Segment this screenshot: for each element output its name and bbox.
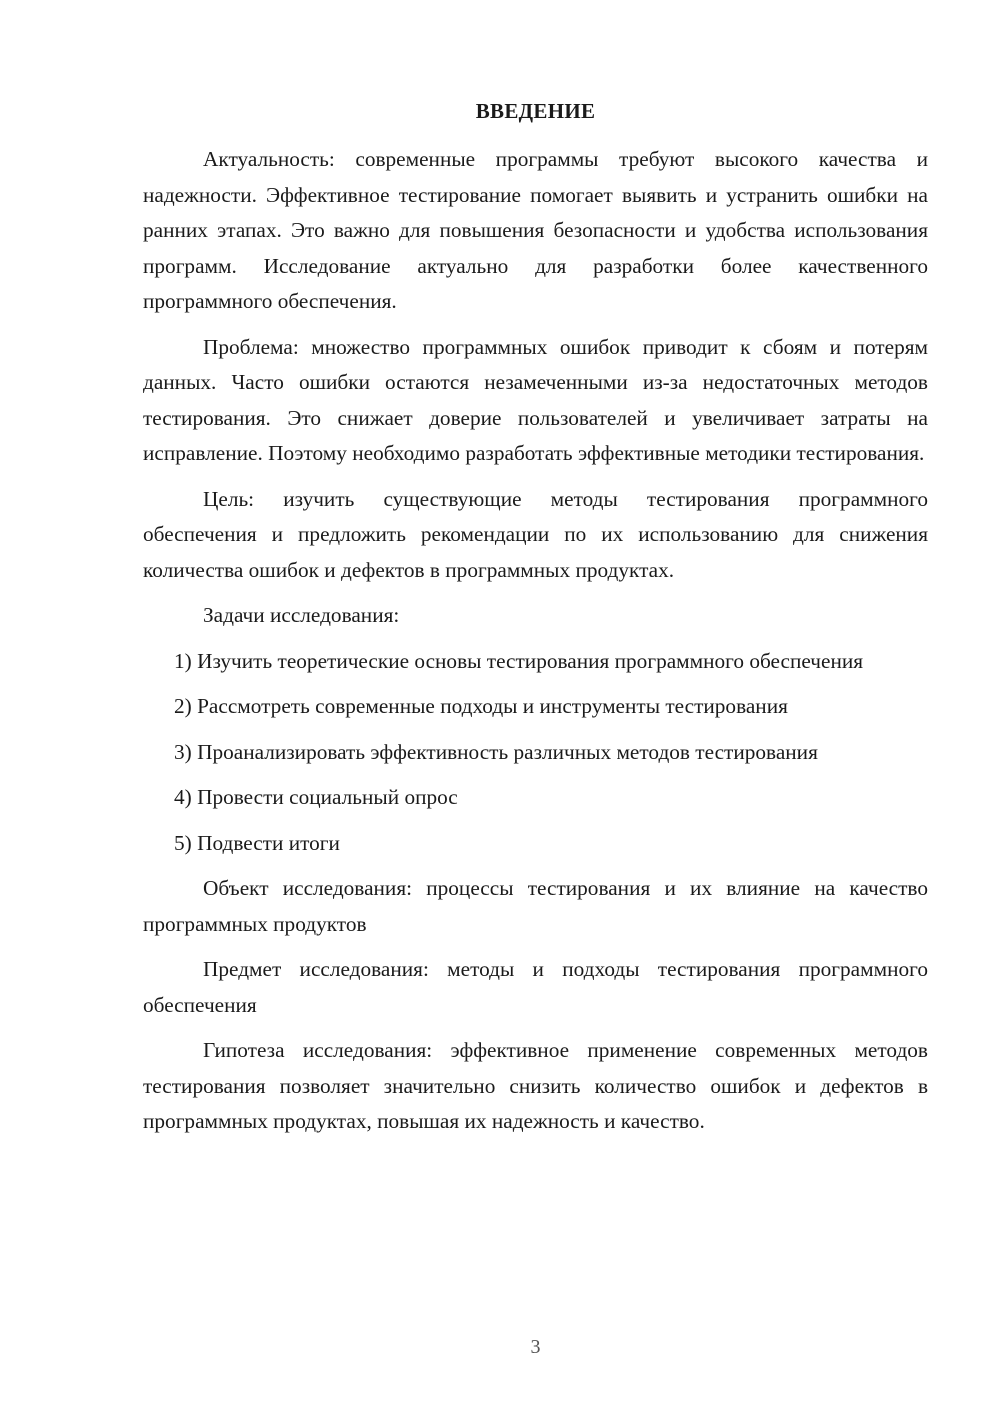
relevance-paragraph: Актуальность: современные программы требуют высокого качества и надежности. Эффективное тестирование помогает выявить и устранить ошибки на ранних этапах. Это важно для повышения безопасности и удобства использования программ. Исследование актуально для разработки более качественного программного обеспечения. <box>143 147 928 313</box>
document-page <box>143 0 928 1414</box>
task-item: 5) Подвести итоги <box>174 830 340 855</box>
task-item: 4) Провести социальный опрос <box>174 785 458 809</box>
document-body <box>143 142 928 1150</box>
task-item: 1) Изучить теоретические основы тестирования программного обеспечения <box>174 648 864 673</box>
object-paragraph: Объект исследования: процессы тестирования и их влияние на качество программных продуктов <box>143 876 928 936</box>
subject-paragraph: Предмет исследования: методы и подходы тестирования программного обеспечения <box>143 957 928 1017</box>
page-title: ВВЕДЕНИЕ <box>475 99 596 123</box>
tasks-heading: Задачи исследования: <box>203 603 400 627</box>
problem-paragraph: Проблема: множество программных ошибок приводит к сбоям и потерям данных. Часто ошибки остаются незамеченными из-за недостаточных методов тестирования. Это снижает доверие пользователей и увеличивает затраты на исправление. Поэтому необходимо разработать эффективные методики тестирования. <box>143 334 928 465</box>
goal-paragraph: Цель: изучить существующие методы тестирования программного обеспечения и предложить рекомендации по их использованию для снижения количества ошибок и дефектов в программных продуктах. <box>143 486 928 582</box>
page-number: 3 <box>530 1336 541 1358</box>
hypothesis-paragraph: Гипотеза исследования: эффективное применение современных методов тестирования позволяет значительно снизить количество ошибок и дефектов в программных продуктах, повышая их надежность и качество. <box>143 1038 928 1133</box>
task-item: 2) Рассмотреть современные подходы и инструменты тестирования <box>174 694 788 718</box>
task-item: 3) Проанализировать эффективность различных методов тестирования <box>174 739 818 764</box>
